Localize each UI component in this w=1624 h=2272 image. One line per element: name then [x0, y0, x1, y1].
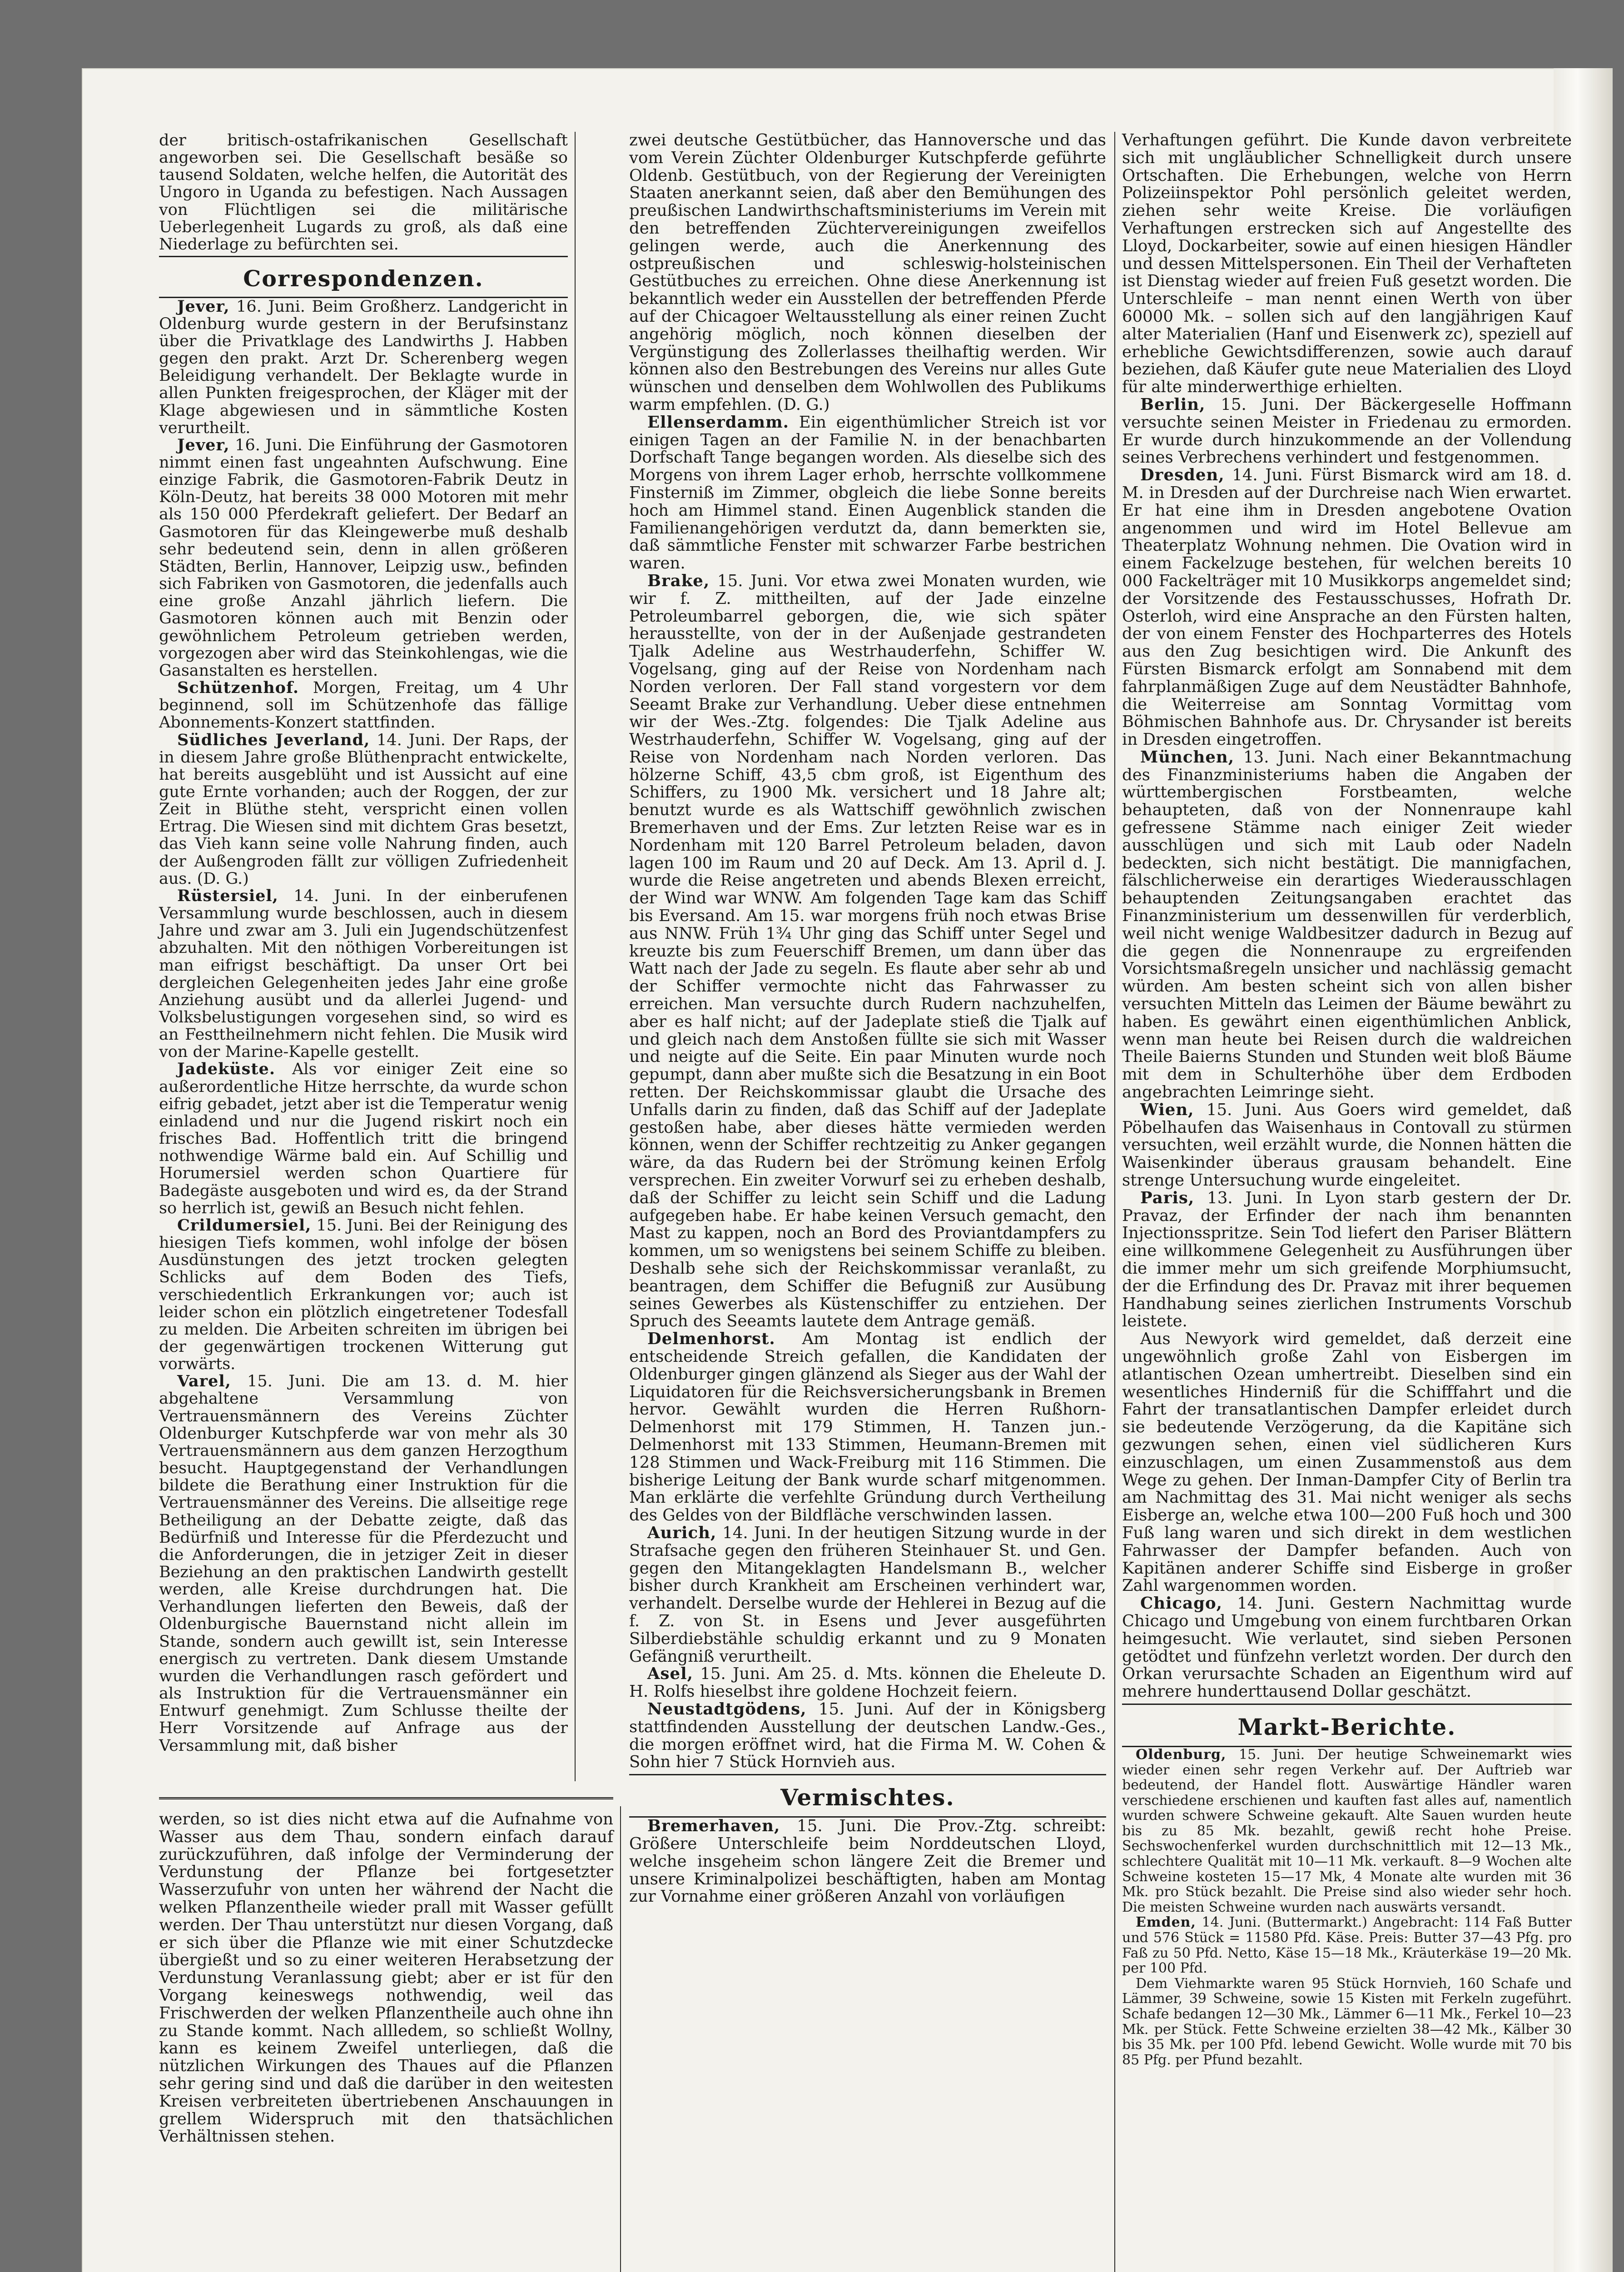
column-3-lead: Verhaftungen geführt. Die Kunde davon verbreitete sich mit ungläublicher Schnelligkeit durch unsere Ortschaften. Die Erhebungen, welche von Herrn Polizeiinspektor Pohl persönlich geleitet werden, ziehen sehr weite Kreise. Die vorläufigen Verhaftungen erstrecken sich auf Angestellte des Lloyd, Dockarbeiter, sowie auf einen hiesigen Händler und dessen Mittelspersonen. Ein Theil der Verhafteten ist Dienstag wieder auf freien Fuß gesetzt worden. Die Unterschleife – man nennt einen Werth von über 60000 Mk. – sollen sich auf den langjährigen Kauf alter Materialien (Hanf und Eisenwerk zc), speziell auf erhebliche Gewichtsdifferenzen, sowie auch darauf beziehen, daß Käufer gute neue Materialien des Lloyd für alte minderwerthige erhielten. [1122, 131, 1572, 397]
column-rule-left-lower [620, 1806, 621, 2272]
article-text: Am Montag ist endlich der entscheidende Streich gefallen, die Kandidaten der Oldenburger gingen glänzend als Sieger aus der Wahl der Liquidatoren für die Reichsversicherungsbank in Bremen hervor. Gewählt wurden die Herren Rußhorn-Delmenhorst mit 179 Stimmen, H. Tanzen jun.-Delmenhorst mit 133 Stimmen, Heumann-Bremen mit 128 Stimmen und Wack-Freiburg mit 116 Stimmen. Die bisherige Leitung der Bank wurde scharf mitgenommen. Man erklärte die verfehlte Gründung durch Vertheilung des Geldes von der Bildfläche verschwinden lassen. [629, 1330, 1106, 1525]
article-text: Dem Viehmarkte waren 95 Stück Hornvieh, 160 Schafe und Lämmer, 39 Schweine, sowie 15 Kisten mit Ferkeln zugeführt. Schafe bedangen 12—30 Mk., Lämmer 6—11 Mk., Ferkel 10—23 Mk. per Stück. Fette Schweine erzielten 38—42 Mk., Kälber 30 bis 35 Mk. per 100 Pfd. lebend Gewicht. Wolle wurde mit 70 bis 85 Pfg. per Pfund bezahlt. [1122, 1975, 1572, 2068]
market-viehmarkt [1122, 1976, 1572, 2068]
column-3 [1122, 132, 1572, 2068]
article-text: Morgen, Freitag, um 4 Uhr beginnend, soll im Schützenhofe das fällige Abonnements-Konzert stattfinden. [159, 679, 568, 732]
feuilleton-rule [159, 1797, 613, 1799]
article-text: 13. Juni. Nach einer Bekanntmachung des Finanzministeriums haben die Angaben der württembergischen Forstbeamten, welche behaupteten, daß von der Nonnenraupe kahl gefressene Stämme nach einiger Zeit wieder ausschlügen und sich mit Laub oder Nadeln bedeckten, sich nicht bestätigt. Die mannigfachen, fälschlicherweise ein derartiges Wiederausschlagen behauptenden Zeitungsangaben erachtet das Finanzministerium um dessenwillen für verderblich, weil nicht wenige Waldbesitzer dadurch in Bezug auf die gegen die Nonnenraupe zu ergreifenden Vorsichtsmaßregeln unsicher und nachlässig gemacht würden. Am besten scheint sich von allen bisher versuchten Mitteln das Leimen der Bäume bewährt zu haben. Es gewährt einen eigenthümlichen Anblick, wenn man heute bei Reisen durch die waldreichen Theile Baierns Stunden und Stunden weit bloß Bäume mit dem in Schulterhöhe über dem Erdboden angebrachten Leimringe sieht. [1122, 747, 1572, 1102]
article-aurich [629, 1525, 1106, 1665]
article-paris [1122, 1190, 1572, 1330]
article-place: Delmenhorst. [647, 1330, 775, 1349]
heading-rule [629, 1774, 1106, 1775]
article-asel [629, 1665, 1106, 1701]
article-text: 15. Juni. Der Bäckergeselle Hoffmann versuchte seinen Meister in Friedenau zu ermorden. Er wurde durch hinzukommende an der Vollendung seines Verbrechens verhindert und festgenommen. [1122, 395, 1572, 467]
article-ruestersiel [159, 887, 568, 1061]
article-place: Brake, [647, 571, 710, 590]
article-place: Jever, [177, 297, 230, 316]
article-place: Varel, [177, 1372, 231, 1391]
article-text: 14. Juni. In der heutigen Sitzung wurde in der Strafsache gegen den früheren Steinhauer St. und Gen. gegen den Mitangeklagten Handelsmann B., welcher bisher durch Krankheit am Erscheinen verhindert war, verhandelt. Derselbe wurde der Hehlerei in Bezug auf die f. Z. von St. in Esens und Jever ausgeführten Silberdiebstähle schuldig erkannt und zu 9 Monaten Gefängniß verurtheilt. [629, 1523, 1106, 1666]
article-place: München, [1140, 747, 1235, 767]
article-text: 15. Juni. Auf der in Königsberg stattfindenden Ausstellung der deutschen Landw.-Ges., die morgen eröffnet wird, hat die Firma M. W. Cohen & Sohn hier 7 Stück Hornvieh aus. [629, 1699, 1106, 1772]
heading-correspondenzen: Correspondenzen. [243, 265, 484, 292]
article-place: Wien, [1140, 1100, 1194, 1119]
article-text: 14. Juni. (Buttermarkt.) Angebracht: 114 Faß Butter und 576 Stück = 11580 Pfd. Käse. Preis: Butter 37—43 Pfg. pro Faß zu 50 Pfd. Netto, Käse 15—18 Mk., Kräuterkäse 19—20 Mk. per 100 Pfd. [1122, 1914, 1572, 1977]
feuilleton-text: werden, so ist dies nicht etwa auf die Aufnahme von Wasser aus dem Thau, sondern einfach darauf zurückzuführen, daß infolge der Verminderung der Verdunstung der Pflanze bei fortgesetzter Wasserzufuhr von unten her während der Nacht die welken Pflanzentheile wieder prall mit Wasser gefüllt werden. Der Thau unterstützt nur diesen Vorgang, daß er sich über die Pflanze wie mit einer Schutzdecke übergießt und so zu einer weiteren Herabsetzung der Verdunstung Veranlassung giebt; aber er ist für den Vorgang keineswegs nothwendig, weil das Frischwerden der welken Pflanzentheile auch ohne ihn zu Stande kommt. Nach allledem, so schließt Wollny, kann es keinem Zweifel unterliegen, daß die nützlichen Wirkungen des Thaues auf die Pflanzen sehr gering sind und daß die darüber in den weitesten Kreisen verbreiteten übertriebenen Anschauungen in grellem Widerspruch mit den thatsächlichen Verhältnissen stehen. [159, 1810, 613, 2146]
column-rule-right [1114, 132, 1115, 2272]
article-wien [1122, 1101, 1572, 1190]
article-text: 15. Juni. Vor etwa zwei Monaten wurden, wie wir f. Z. mittheilten, auf der Jade einzelne Petroleumbarrel geborgen, die, wie sich später herausstellte, von der in der Außenjade gestrandeten Tjalk Adeline aus Westrhauderfehn, Schiffer W. Vogelsang, ging auf der Reise von Nordenham nach Norden verloren. Der Fall stand vorgestern vor dem Seeamt Brake zur Verhandlung. Ueber diese entnehmen wir der Wes.-Ztg. folgendes: Die Tjalk Adeline aus Westrhauderfehn, Schiffer W. Vogelsang, ging auf der Reise von Nordenham nach Norden verloren. Das hölzerne Schiff, 43,5 cbm groß, ist Eigenthum des Schiffers, zu 1900 Mk. versichert und 18 Jahre alt; benutzt wurde es als Wattschiff gewöhnlich zwischen Bremerhaven und der Ems. Zur letzten Reise war es in Nordenham mit 120 Barrel Petroleum beladen, davon lagen 100 im Raum und 20 auf Deck. Am 13. April d. J. wurde die Reise angetreten und abends Blexen erreicht, der Wind war WNW. Am folgenden Tage kam das Schiff bis Eversand. Am 15. war morgens früh noch etwas Brise aus NNW. Früh 1¾ Uhr ging das Schiff unter Segel und kreuzte bis zum Feuerschiff Bremen, um dann über das Watt nach der Jade zu segeln. Es flaute aber sehr ab und der Schiffer vermochte nicht das Fahrwasser zu erreichen. Man versuchte durch Rudern nachzuhelfen, aber es half nicht; auf der Jadeplate stieß die Tjalk auf und gleich nach dem Anstoßen füllte sie sich mit Wasser und neigte auf die Seite. Ein paar Minuten wurde noch gepumpt, dann aber mußte sich die Besatzung in ein Boot retten. Der Reichskommissar glaubt die Ursache des Unfalls darin zu finden, daß das Schiff auf der Jadeplate gestoßen habe, aber dieses hätte vermieden werden können, wenn der Schiffer rechtzeitig zu Anker gegangen wäre, da das Rudern bei der Strömung keinen Erfolg versprechen. Ein zweiter Vorwurf sei zu erheben deshalb, daß der Schiffer zu leicht sein Schiff und die Ladung aufgegeben habe. Er habe keinen Versuch gemacht, den Mast zu kappen, noch an Bord des Proviantdampfers zu kommen, um so wenigstens bei seinem Schiffe zu bleiben. Deshalb sehe sich der Reichskommissar veranlaßt, zu beantragen, dem Schiffer die Befugniß zur Ausübung seines Gewerbes als Küstenschiffer zu entziehen. Der Spruch des Seeamts lautete dem Antrage gemäß. [629, 571, 1106, 1331]
article-place: Bremerhaven, [647, 1817, 780, 1836]
market-emden [1122, 1915, 1572, 1976]
article-jever-1 [159, 298, 568, 437]
article-text: 16. Juni. Beim Großherz. Landgericht in Oldenburg wurde gestern in der Berufsinstanz über die Privatklage des Landwirths J. Habben gegen den prakt. Arzt Dr. Scherenberg wegen Beleidigung verhandelt. Der Beklagte wurde in allen Punkten freigesprochen, der Kläger mit der Klage abgewiesen und in sämmtliche Kosten verurtheilt. [159, 297, 568, 437]
article-varel [159, 1373, 568, 1754]
article-newyork [1122, 1330, 1572, 1595]
article-place: Schützenhof. [177, 678, 299, 698]
article-text: 16. Juni. Die Einführung der Gasmotoren nimmt einen fast ungeahnten Aufschwung. Eine einzige Fabrik, die Gasmotoren-Fabrik Deutz in Köln-Deutz, hat bereits 38 000 Motoren mit mehr als 150 000 Pferdekraft geliefert. Der Bedarf an Gasmotoren für das Kleingewerbe muß deshalb sehr bedeutend sein, denn in allen größeren Städten, Berlin, Hannover, Leipzig usw., befinden sich Fabriken von Gasmotoren, die jedenfalls auch eine große Anzahl jährlich liefern. Die Gasmotoren können auch mit Benzin oder gewöhnlichem Petroleum getrieben werden, vorgezogen aber wird das Steinkohlengas, wie die Gasanstalten es herstellen. [159, 436, 568, 680]
article-place: Jadeküste. [177, 1060, 276, 1079]
column-1-lead: der britisch-ostafrikanischen Gesellschaft angeworben sei. Die Gesellschaft besäße so tausend Soldaten, welche helfen, die Autorität des Ungoro in Uganda zu befestigen. Nach Aussagen von Flüchtligen sei die militärische Ueberlegenheit Lugards zu groß, als daß eine Niederlage zu befürchten sei. [159, 131, 568, 254]
article-text: Ein eigenthümlicher Streich ist vor einigen Tagen an der Familie N. in der benachbarten Dorfschaft Tange begangen worden. Als dieselbe sich des Morgens von ihrem Lager erhob, herrschte vollkommene Finsterniß im Zimmer, obgleich die liebe Sonne bereits hoch am Himmel stand. Einen Augenblick standen die Familienangehörigen verdutzt da, dann bemerkten sie, daß sämmtliche Fenster mit schwarzer Farbe bestrichen waren. [629, 413, 1106, 573]
column-2-lead: zwei deutsche Gestütbücher, das Hannoversche und das vom Verein Züchter Oldenburger Kutschpferde geführte Oldenb. Gestütbuch, von der Regierung der Vereinigten Staaten anerkannt seien, daß aber den Bemühungen des preußischen Landwirthschaftsministeriums im Verein mit den betreffenden Züchtervereinigungen zweifellos gelingen werde, auch die Anerkennung des ostpreußischen und schleswig-holsteinischen Gestütbuches zu erreichen. Ohne diese Anerkennung ist bekanntlich weder ein Ausstellen der betreffenden Pferde auf der Chicagoer Weltausstellung als einer reinen Zucht angehörig möglich, noch können dieselben der Vergünstigung des Zollerlasses theilhaftig werden. Wir können also den Bestrebungen des Vereins nur alles Gute wünschen und denselben dem Wohlwollen des Publikums warm empfehlen. (D. G.) [629, 131, 1106, 414]
article-delmenhorst [629, 1330, 1106, 1525]
article-text: 14. Juni. Der Raps, der in diesem Jahre große Blüthenpracht entwickelte, hat bereits ausgeblüht und ist Aussicht auf eine gute Ernte vorhanden; auch der Roggen, der zur Zeit in Blüthe steht, verspricht einen vollen Ertrag. Die Wiesen sind mit dichtem Gras besetzt, das Vieh kann seine volle Nahrung finden, auch der Außengroden fällt zur völligen Zufriedenheit aus. (D. G.) [159, 731, 568, 888]
market-reports [1122, 1747, 1572, 2068]
article-text: 15. Juni. Die am 13. d. M. hier abgehaltene Versammlung von Vertrauensmännern des Vereins Züchter Oldenburger Kutschpferde war von mehr als 30 Vertrauensmännern aus dem ganzen Herzogthum besucht. Hauptgegenstand der Verhandlungen bildete die Berathung einer Instruktion für die Vertrauensmänner des Vereins. Die allseitige rege Betheiligung an der Debatte zeigte, daß das Bedürfniß und Interesse für die Pferdezucht und die Anforderungen, die in jetziger Zeit in dieser Beziehung an den praktischen Landwirth gestellt werden, alle Kreise durchdrungen hat. Die Verhandlungen lieferten den Beweis, daß der Oldenburgische Bauernstand nicht allein im Stande, sondern auch gewillt ist, sein Interesse energisch zu vertreten. Dank diesem Umstande wurden die Verhandlungen rasch gefördert und als Instruktion für die Vertrauensmänner ein Entwurf genehmigt. Zum Schlusse theilte der Herr Vorsitzende auf Anfrage aus der Versammlung mit, daß bisher [159, 1372, 568, 1755]
article-schuetzenhof [159, 679, 568, 731]
article-place: Südliches Jeverland, [177, 730, 370, 749]
article-place: Crildumersiel, [177, 1216, 312, 1235]
article-place: Paris, [1140, 1188, 1195, 1207]
article-place: Neustadtgödens, [647, 1699, 807, 1719]
article-text: 14. Juni. In der einberufenen Versammlung wurde beschlossen, auch in diesem Jahre und zwar am 3. Juli ein Jugendschützenfest abzuhalten. Mit den nöthigen Vorbereitungen ist man eifrigst beschäftigt. Da unser Ort bei dergleichen Gelegenheiten jedes Jahr eine große Anziehung ausübt und da allerlei Jugend- und Volksbelustigungen vorgesehen sind, so wird es an Festtheilnehmern nicht fehlen. Die Musik wird von der Marine-Kapelle gestellt. [159, 887, 568, 1061]
heading-vermischtes: Vermischtes. [780, 1784, 955, 1811]
article-crildumersiel [159, 1217, 568, 1373]
column-2 [629, 132, 1106, 1906]
article-text: 15. Juni. Der heutige Schweinemarkt wies wieder einen sehr regen Verkehr auf. Der Auftrieb war bedeutend, der Handel flott. Auswärtige Händler waren verschiedene erschienen und kauften fast alles auf, namentlich wurden schwere Schweine gekauft. Alte Sauen wurden heute bis zu 85 Mk. bezahlt, gewiß recht hohe Preise. Sechswochenferkel wurden durchschnittlich mit 12—13 Mk., schlechtere Qualität mit 10—11 Mk. verkauft. 8—9 Wochen alte Schweine kosteten 15—17 Mk, 4 Monate alte wurden mit 36 Mk. pro Stück bezahlt. Die Preise sind also wieder sehr hoch. Die meisten Schweine wurden nach auswärts versandt. [1122, 1746, 1572, 1915]
article-text: 15. Juni. Die Prov.-Ztg. schreibt: Größere Unterschleife beim Norddeutschen Lloyd, welche insgeheim schon längere Zeit die Bremer und unsere Kriminalpolizei beschäftigten, haben am Montag zur Vornahme einer größeren Anzahl von vorläufigen [629, 1817, 1106, 1906]
article-place: Berlin, [1140, 395, 1206, 414]
article-place: Chicago, [1140, 1594, 1223, 1613]
article-text: 13. Juni. In Lyon starb gestern der Dr. Pravaz, der Erfinder der nach ihm benannten Injectionsspritze. Sein Tod liefert den Pariser Blättern eine willkommene Gelegenheit zu Ausführungen über die immer mehr um sich greifende Morphiumsucht, der die Erfindung des Dr. Pravaz mit ihrer bequemen Handhabung seines zierlichen Instruments Vorschub leistete. [1122, 1188, 1572, 1331]
article-text: 15. Juni. Aus Goers wird gemeldet, daß Pöbelhaufen das Waisenhaus in Contovall zu stürmen versuchten, weil erzählt wurde, die Nonnen hätten die Waisenkinder überaus grausam behandelt. Eine strenge Untersuchung wurde eingeleitet. [1122, 1100, 1572, 1190]
article-place: Ellenserdamm. [647, 413, 790, 432]
article-text: Aus Newyork wird gemeldet, daß derzeit eine ungewöhnlich große Zahl von Eisbergen im atlantischen Ozean umhertreibt. Dieselben sind ein wesentliches Hinderniß für die Schifffahrt und die Fahrt der transatlantischen Dampfer erleidet durch sie bedeutende Verzögerung, da die Kapitäne sich gezwungen sehen, einen viel südlicheren Kurs einzuschlagen, um einen Zusammenstoß aus dem Wege zu gehen. Der Inman-Dampfer City of Berlin tra am Nachmittag des 31. Mai nicht weniger als sechs Eisberge an, welche etwa 100—200 Fuß hoch und 300 Fuß lang waren und sich direkt in dem westlichen Fahrwasser der Dampfer befanden. Auch von Kapitänen anderer Schiffe sind Eisberge in großer Zahl wargenommen worden. [1122, 1330, 1572, 1595]
article-muenchen [1122, 749, 1572, 1101]
column-1 [159, 132, 568, 1754]
article-text: 14. Juni. Gestern Nachmittag wurde Chicago und Umgebung von einem furchtbaren Orkan heimgesucht. Wie verlautet, sind sieben Personen getödtet und fünfzehn verletzt worden. Der durch den Orkan verursachte Schaden an Eigenthum wird auf mehrere hunderttausend Dollar geschätzt. [1122, 1594, 1572, 1701]
article-place: Aurich, [647, 1523, 717, 1542]
article-ellenserdamm [629, 414, 1106, 573]
article-place: Emden, [1136, 1914, 1196, 1931]
heading-rule [1122, 1704, 1572, 1705]
heading-markt-berichte: Markt-Berichte. [1237, 1713, 1456, 1740]
article-place: Oldenburg, [1136, 1746, 1227, 1763]
article-neustadtgoedens [629, 1701, 1106, 1771]
column-rule-left [575, 132, 576, 1781]
article-text: 15. Juni. Am 25. d. Mts. können die Eheleute D. H. Rolfs hieselbst ihre goldene Hochzeit feiern. [629, 1664, 1106, 1701]
article-dresden [1122, 467, 1572, 749]
article-text: 15. Juni. Bei der Reinigung des hiesigen Tiefs kommen, wohl infolge der bösen Ausdünstungen des jetzt trocken gelegten Schlicks auf dem Boden des Tiefs, verschiedentlich Erkrankungen vor; auch ist leider schon ein plötzlich eingetretener Todesfall zu melden. Die Arbeiten schreiten im übrigen bei der gegenwärtigen trockenen Witterung gut vorwärts. [159, 1216, 568, 1374]
article-place: Jever, [177, 435, 230, 454]
column-1-lower [159, 1811, 613, 2146]
article-berlin [1122, 396, 1572, 467]
article-jever-2 [159, 437, 568, 679]
article-jadekueste [159, 1061, 568, 1216]
article-text: 14. Juni. Fürst Bismarck wird am 18. d. M. in Dresden auf der Durchreise nach Wien erwartet. Er hat eine ihm in Dresden angebotene Ovation angenommen und wird im Hotel Bellevue am Theaterplatz Wohnung nehmen. Die Ovation wird in einem Fackelzuge bestehen, für welchen bereits 10 000 Fackelträger mit 10 Musikkorps angemeldet sind; der Vorsitzende des Festausschusses, Hofrath Dr. Osterloh, wird eine Ansprache an den Fürsten halten, der von einem Fenster des Hochparterres des Hotels aus den Zug besichtigen wird. Die Ankunft des Fürsten Bismarck erfolgt am Sonnabend mit dem fahrplanmäßigen Zuge auf dem Neustädter Bahnhofe, die Weiterreise am Sonntag Vormittag vom Böhmischen Bahnhofe aus. Dr. Chrysander ist bereits in Dresden eingetroffen. [1122, 466, 1572, 749]
article-bremerhaven [629, 1818, 1106, 1906]
article-suedliches-jeverland [159, 732, 568, 887]
article-brake [629, 573, 1106, 1330]
market-oldenburg [1122, 1747, 1572, 1915]
article-text: Als vor einiger Zeit eine so außerordentliche Hitze herrschte, da wurde schon eifrig gebadet, jetzt aber ist die Temperatur wenig einladend und nur die Jugend riskirt noch ein frisches Bad. Hoffentlich tritt die bringend nothwendige Wärme bald ein. Auf Schillig und Horumersiel werden schon Quartiere für Badegäste ausgeboten und wird es, da der Strand so herrlich ist, gewiß an Besuch nicht fehlen. [159, 1060, 568, 1217]
article-place: Dresden, [1140, 466, 1225, 485]
heading-rule [159, 256, 568, 257]
article-place: Rüstersiel, [177, 886, 278, 905]
article-place: Asel, [647, 1664, 693, 1684]
article-chicago [1122, 1595, 1572, 1701]
